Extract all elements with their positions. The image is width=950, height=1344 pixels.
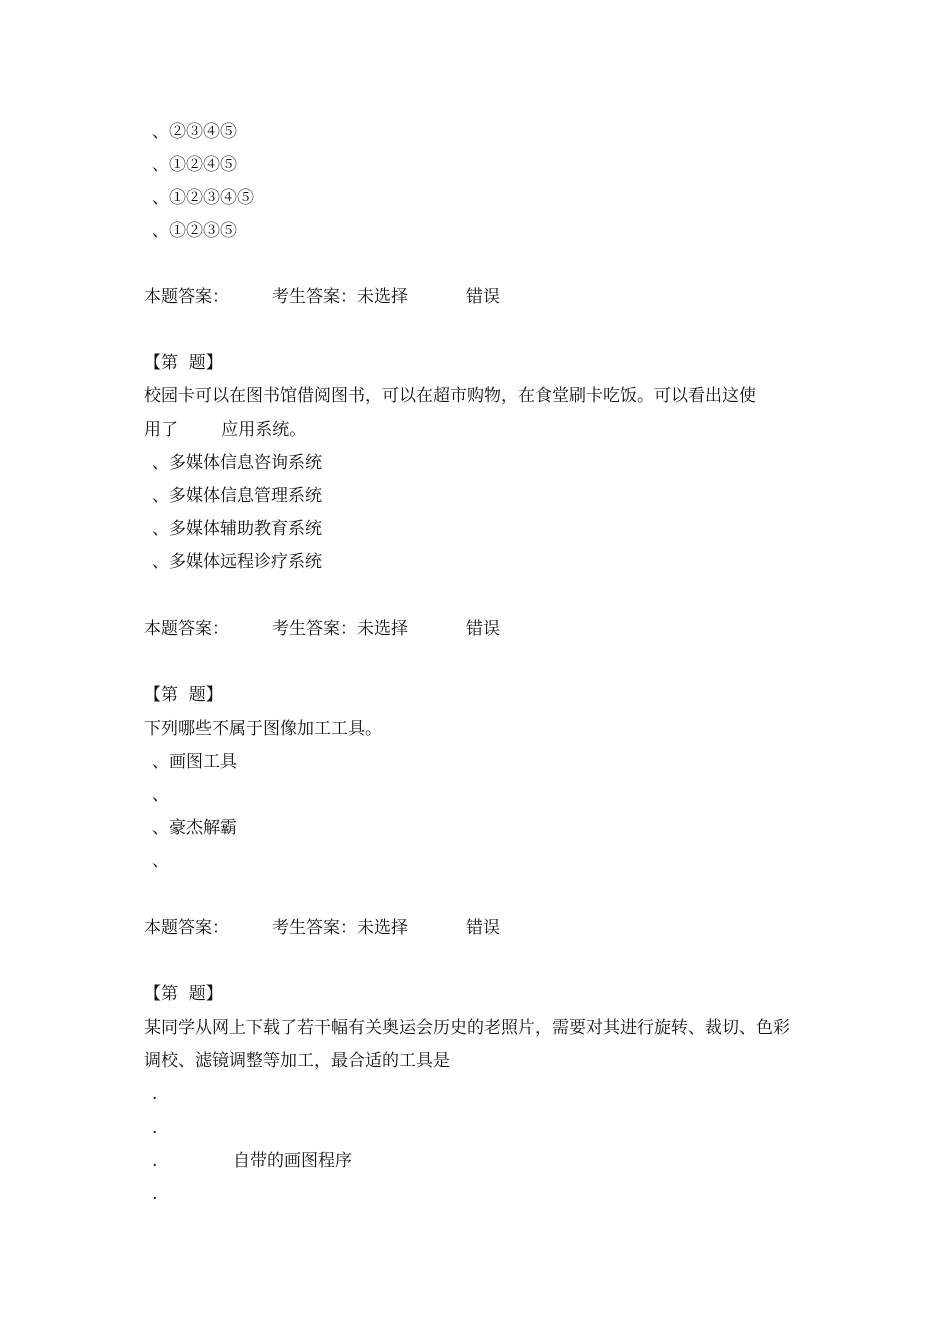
q3-option-1: 、画图工具 [152,752,237,772]
q2-student-answer: 考生答案：未选择 [272,619,408,639]
q1-answer-label: 本题答案： [144,287,229,307]
q1-option-2: 、①②④⑤ [152,155,237,175]
q2-option-1: 、多媒体信息咨询系统 [152,453,322,473]
q4-option-3: . 自带的画图程序 [152,1151,353,1171]
q3-header: 【第 题】 [144,685,223,705]
q3-stem-line-1: 下列哪些不属于图像加工工具。 [144,719,382,739]
q2-answer-label: 本题答案： [144,619,229,639]
q3-option-4: 、 [152,851,169,871]
q1-result: 错误 [466,287,500,307]
q2-stem-line-2: 用了 应用系统。 [144,420,307,440]
q2-header: 【第 题】 [144,353,223,373]
q3-option-3: 、豪杰解霸 [152,818,237,838]
q1-student-answer: 考生答案：未选择 [272,287,408,307]
q3-result: 错误 [466,918,500,938]
q1-option-3: 、①②③④⑤ [152,188,254,208]
q4-option-2: . [152,1118,158,1138]
q2-result: 错误 [466,619,500,639]
q4-option-1: . [152,1084,158,1104]
q3-student-answer: 考生答案：未选择 [272,918,408,938]
q4-stem-line-1: 某同学从网上下载了若干幅有关奥运会历史的老照片，需要对其进行旋转、裁切、色彩 [144,1018,790,1038]
q2-option-4: 、多媒体远程诊疗系统 [152,552,322,572]
q2-option-3: 、多媒体辅助教育系统 [152,519,322,539]
q4-stem-line-2: 调校、滤镜调整等加工，最合适的工具是 [144,1051,450,1071]
q3-answer-label: 本题答案： [144,918,229,938]
q4-header: 【第 题】 [144,984,223,1004]
q1-option-4: 、①②③⑤ [152,221,237,241]
q3-option-2: 、 [152,785,169,805]
q2-stem-line-1: 校园卡可以在图书馆借阅图书，可以在超市购物，在食堂刷卡吃饭。可以看出这使 [144,386,756,406]
q4-option-4: . [152,1184,158,1204]
q2-option-2: 、多媒体信息管理系统 [152,486,322,506]
q1-option-1: 、②③④⑤ [152,122,237,142]
